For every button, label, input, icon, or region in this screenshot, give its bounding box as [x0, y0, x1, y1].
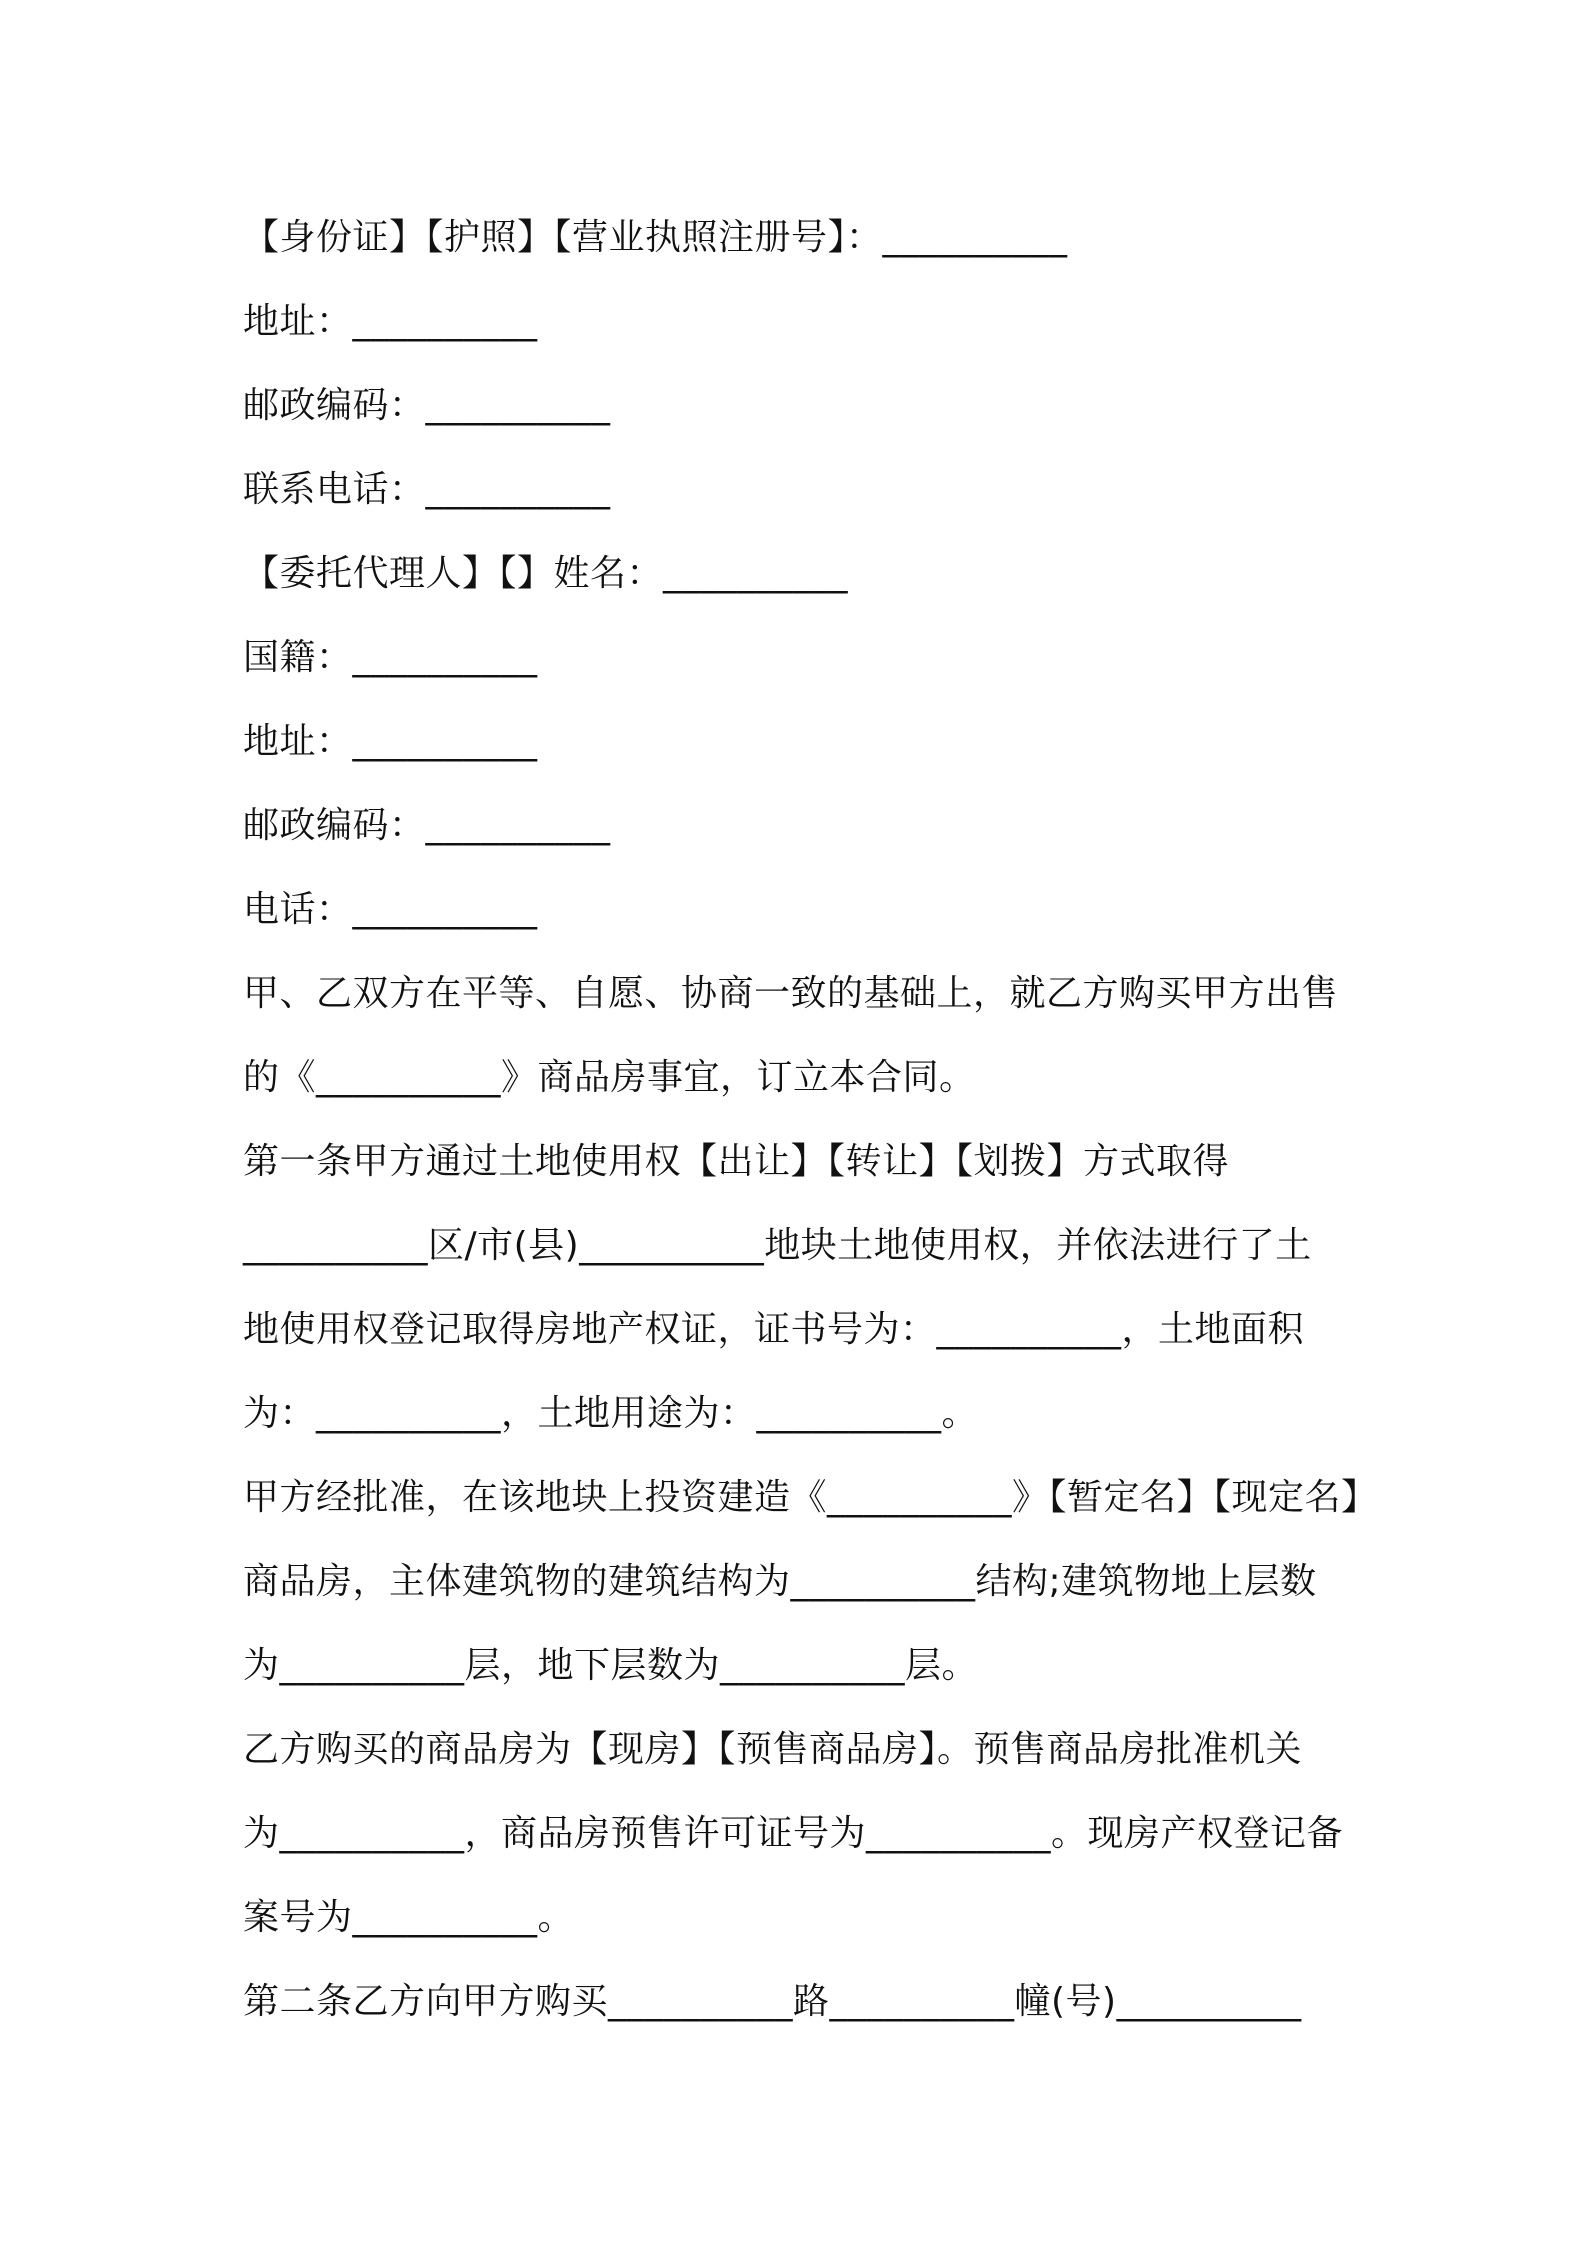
agent-phone-line: 电话：__________	[243, 889, 538, 930]
construction-line-3: 为__________层，地下层数为__________层。	[243, 1645, 979, 1686]
article-2-line-1: 第二条乙方向甲方购买__________路__________幢(号)__________	[243, 1981, 1302, 2022]
article-1-line-1: 第一条甲方通过土地使用权【出让】【转让】【划拨】方式取得	[243, 1141, 1230, 1182]
agent-name-line: 【委托代理人】【】姓名：__________	[243, 553, 849, 594]
article-1-line-3: 地使用权登记取得房地产权证，证书号为：__________，土地面积	[243, 1309, 1305, 1350]
article-1-line-2: __________区/市(县)__________地块土地使用权，并依法进行了土	[243, 1225, 1312, 1266]
preamble-line-2: 的《__________》商品房事宜，订立本合同。	[243, 1057, 976, 1098]
contract-body	[243, 196, 1378, 2044]
presale-line-1: 乙方购买的商品房为【现房】【预售商品房】。预售商品房批准机关	[243, 1729, 1303, 1770]
seller-address-line: 地址：__________	[243, 301, 538, 342]
seller-postcode-line: 邮政编码：__________	[243, 385, 611, 426]
seller-phone-line: 联系电话：__________	[243, 469, 611, 510]
id-document-line: 【身份证】【护照】【营业执照注册号】：__________	[243, 217, 1068, 258]
construction-line-2: 商品房，主体建筑物的建筑结构为__________结构;建筑物地上层数	[243, 1561, 1317, 1602]
preamble-line-1: 甲、乙双方在平等、自愿、协商一致的基础上，就乙方购买甲方出售	[243, 973, 1339, 1014]
presale-line-2: 为__________，商品房预售许可证号为__________。现房产权登记备	[243, 1813, 1344, 1854]
agent-address-line: 地址：__________	[243, 721, 538, 762]
construction-line-1: 甲方经批准，在该地块上投资建造《__________》【暂定名】【现定名】	[243, 1477, 1378, 1518]
presale-line-3: 案号为__________。	[243, 1897, 575, 1938]
agent-nationality-line: 国籍：__________	[243, 637, 538, 678]
agent-postcode-line: 邮政编码：__________	[243, 805, 611, 846]
article-1-line-4: 为：__________，土地用途为：__________。	[243, 1393, 979, 1434]
